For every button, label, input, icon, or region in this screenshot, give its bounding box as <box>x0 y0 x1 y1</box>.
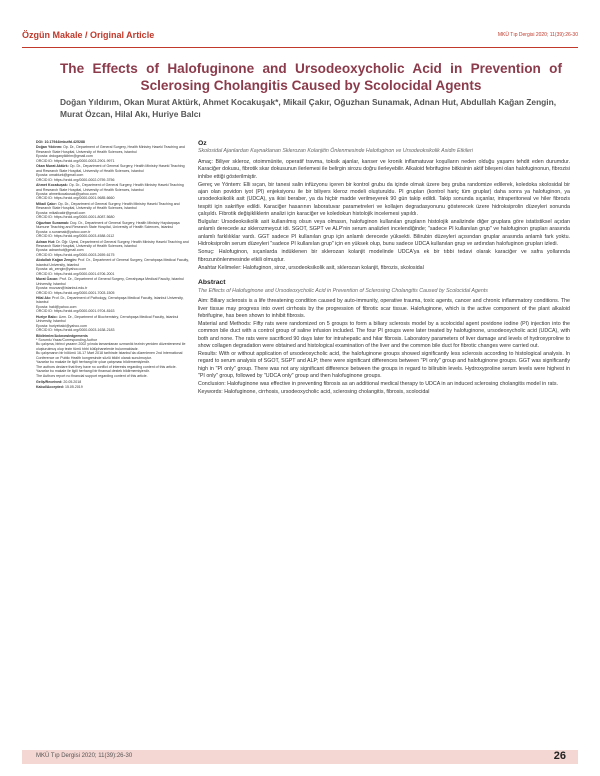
affiliation-line: Prof. Dr., Department of Pathology, Cerrahpaşa Medical Faculty, Istanbul University, Istanbul <box>36 295 184 305</box>
english-results: Results: With or without application of ursodeoxycholic acid, the halofuginone groups showed significantly less sclerosis according to histological analysis. In regard to serum analysis of SGOT, SGPT and ALP; there were significant differences between "PI only" group and halofuginone groups. GGT was significantly high in "PI only" group. There was not any significant difference between the groups in regard to bilirubin levels. Hydroxyproline serum levels were highest in "PI only" group, followed by "UDCA only" group and then halofuginone groups. <box>198 351 570 380</box>
acknowledgement-line: Bu çalışma, birinci yazarın 2002 yılında tamamlanan uzmanlık tezinin yeniden düzenlenmesi ile oluşturulmuş olup tezin tümü tıbbi kütüphanelerde bulunmaktadır. <box>36 342 186 351</box>
affiliation-line: Uzm. Dr., Department of Biochemistry, Cerrahpaşa Medical Faculty, Istanbul University, Istanbul <box>36 314 179 324</box>
affiliation-author-name: Okan Murat Aktürk: <box>36 164 69 169</box>
affiliation-line: Prof. Dr., Department of General Surgery, Cerrahpaşa Medical Faculty, Istanbul University, Istanbul <box>36 258 189 267</box>
doi: DOI: 10.17944/mkutfd.425288 <box>36 140 85 144</box>
author-affiliation <box>36 277 189 295</box>
affiliation-line: Eposta: ak_zengin@yahoo.com <box>36 267 87 272</box>
footer-journal-reference: MKÜ Tıp Dergisi 2020; 11(39):26-30 <box>36 753 133 759</box>
affiliation-line: Doç. Dr., Department of General Surgery, Health Ministry Haydarpaşa Numune Teaching and Research State Hospital, University of Health Sciences, Istanbul <box>36 220 180 230</box>
affiliation-line: ORCID ID: https://orcid.org/0000-0001-9704-8163 <box>36 309 115 314</box>
english-aim: Aim: Biliary sclerosis is a life threatening condition caused by auto-immunity, operative trauma, toxic agents, cancer and chronic inflammatory conditions. The liver tissue may progress into overt cirrhosis by the progression of fibrotic scar tissue. Halofuginone, which is the active component of the plant alkaloid febrifugine, has been shown to inhibit fibrosis. <box>198 298 570 320</box>
turkish-abstract-heading: Öz <box>198 140 207 147</box>
english-keywords: Keywords: Halofuginone, cirrhosis, ursodeoxycholic acid, sclerosing cholangitis, fibrosis, scolocidal <box>198 389 430 396</box>
author-affiliation <box>36 164 189 182</box>
affiliation-line: ORCID ID: https://orcid.org/0000-0003-1638-2183 <box>36 328 115 333</box>
affiliation-line: Eposta: huriyebalci@yahoo.com <box>36 323 87 328</box>
acknowledgement-line: The authors declare that they have no conflict of interests regarding content of this article. <box>36 364 177 369</box>
affiliation-line: ORCID ID: https://orcid.org/0000-0001-8087-5680 <box>36 215 115 220</box>
author-info-column <box>36 140 189 718</box>
affiliation-line: ORCID ID: https://orcid.org/0000-0001-7003-1505 <box>36 290 115 295</box>
affiliation-line: Eposta: drdoganyildirim@gmail.com <box>36 154 93 159</box>
affiliation-line: Eposta: o.sunamak@yahoo.com.tr <box>36 229 91 234</box>
author-affiliation <box>36 258 189 276</box>
affiliation-author-name: Huriye Balcı: <box>36 314 58 319</box>
affiliation-author-name: Doğan Yıldırım: <box>36 145 63 150</box>
turkish-methods: Gereç ve Yöntem: Elli sıçan, bir tanesi salin infüzyonu içeren bir kontrol grubu da içinde olmak üzere beş gruba randomize edilerek, koledoka skolosidal bir ajan olan povidon iyot (PI) enjeksiyonu ile bir biliyers kleroz modeli oluşturuldu. PI grupları (kontrol hariç tüm gruplar) daha sonra ya halofuginon, ya ursodeoksikolik asit (UDCA), ya ikisi beraber, ya da hiçbir madde verilmeyerek 90 gün takip edildi. Takip sonunda sıçanlar, intraperitoneal ve hiler fibrozis tespiti için sakrifiye edildi. Karaciğer hasarının laboratuvar parametreleri ve kollajen degradasyonunu gösterecek üzere hidroksiprolin düzeyleri sonunda çalışıldı. Fibrotik değişikliklerin analizi için karaciğer ve koledokun histolojik incelemesi yapıldı. <box>198 181 570 218</box>
author-list: Doğan Yıldırım, Okan Murat Aktürk, Ahmet Kocakuşak*, Mikail Çakır, Oğuzhan Sunamak, Adnan Hut, Abdullah Kağan Zengin, Murat Özcan, Hilal Akı, Huriye Balcı <box>60 97 557 119</box>
date-label: Kabul/Accepted: <box>36 384 64 389</box>
affiliation-line: ORCID ID: https://orcid.org/0000-0003-2901-9971 <box>36 158 115 163</box>
author-affiliation <box>36 202 189 220</box>
author-affiliation <box>36 296 189 314</box>
affiliation-line: Op. Dr., Department of General Surgery, Health Ministry Haseki Teaching and Research State Hospital, University of Health Sciences, Istanbul <box>36 145 185 154</box>
english-abstract-title: The Effects of Halofuginone and Ursodeoxycholic Acid in Prevention of Sclerosing Cholangitis Caused by Scolocidal Agents <box>198 287 488 294</box>
turkish-results: Bulgular: Ursodeoksikolik asit kullanılmış olsun veya olmasın, halofuginon kullanılan grupların histolojik analizinde diğer gruplara göre istatistiksel açıdan anlamlı derecede az sklerozmeycut idi. SGOT, SGPT ve ALP'nin serum analizleri incelendiğinde; "sadece PI kullanılan grup" ve halofuginon grupları arasında anlamlı farklılıklar vardı. GGT sadece PI kullanılan grup için anlamlı derecede yüksekti. Bilirubin düzeyleri açısından gruplar arasında anlamlı fark yoktu. Hidroksiprolin serum düzeyleri "sadece PI kullanılan grup" için en yüksek olup, bunu sadece UDCA kullanılan grup ve ardından halofuginon grupları izledi. <box>198 219 570 248</box>
section-label: Özgün Makale / Original Article <box>22 30 155 40</box>
affiliation-line: Op. Dr., Department of General Surgery, Health Ministry Haseki Teaching and Research State Hospital, University of Health Sciences, Istanbul <box>36 201 180 211</box>
author-affiliation <box>36 315 189 333</box>
affiliation-line: Eposta: hakl@yahoo.com <box>36 304 77 309</box>
turkish-keywords: Anahtar Kelimeler: Halofuginon, siroz, ursodeoksikolik asit, sklerozan kolanjit, fibrozis, skolosidal <box>198 264 424 271</box>
affiliation-line: Prof. Dr., Department of General Surgery, Cerrahpaşa Medical Faculty, Istanbul University, Istanbul <box>36 277 184 286</box>
affiliation-list <box>36 145 189 332</box>
journal-reference: MKÜ Tıp Dergisi 2020; 11(39):26-30 <box>497 32 578 38</box>
affiliation-line: Eposta: adnanhut@gmail.com <box>36 248 84 253</box>
acknowledgement-line: * Sorumlu Yazar/Corresponding Author <box>36 338 97 343</box>
abstract-column <box>198 140 570 720</box>
affiliation-line: Op. Dr., Department of General Surgery, Health Ministry Haseki Teaching and Research State Hospital, University of Health Sciences, Istanbul <box>36 164 185 173</box>
affiliation-line: ORCID ID: https://orcid.org/0000-0001-6706-2001 <box>36 271 115 276</box>
english-methods: Material and Methods: Fifty rats were randomized on 5 groups to form a biliary sclerosis model by a scolocidal agent povidone iodine (PI) injection into the common bile duct with a control group of saline infusion included. The four PI groups were later treated by halofuginone, ursodeoxycholic acid (UDCA), with both and none. The rats were sacrificed 90 days later for intrahepatic and hilar fibrosis. Laboratory parameters of liver damage and levels of hydroxyproline to show collagen degradation were obtained and histological examination of the liver and the common bile duct for fibrotic changes were carried out. <box>198 320 570 350</box>
affiliation-author-name: Hilal Akı: <box>36 295 52 300</box>
affiliation-author-name: Abdullah Kağan Zengin: <box>36 258 77 263</box>
acknowledgement-line: Bu çalışmanın bir bölümü 16-17 Mart 2018 tarihinde İstanbul'da düzenlenen 2nd International Conference on Public Health kongresinde sözlü bildiri olarak sunulmuştur. <box>36 351 183 360</box>
english-conclusion: Conclusion: Halofuginone was effective in preventing fibrosis as an additional medical therapy to UDCA in an induced sclerosing cholangitis model in rats. <box>198 381 558 388</box>
affiliation-author-name: Oğuzhan Sunamak: <box>36 220 70 225</box>
author-affiliation <box>36 240 189 258</box>
turkish-aim: Amaç: Biliyer skleroz, otoimmünite, operatif travma, toksik ajanlar, kanser ve kronik inflamatuvar koşulların neden olduğu yaşamı tehdit eden durumdur. Karaciğer dokusu, fibrotik skar dokusunun ilerlemesi ile belirgin sirozu doğru ilerleyebilir. Alkaloid febrifugine bitkisinin aktif bileşeni olan halofuginonun, fibrozisi inhibe ettiği gösterilmiştir. <box>198 158 570 180</box>
author-affiliation <box>36 221 189 239</box>
acknowledgement-line: Yazarlar bu makale ile ilgili herhangi bir finansal destek bildirmemişlerdir. <box>36 369 150 374</box>
acknowledgements-list <box>36 338 189 378</box>
affiliation-line: ORCID ID: https://orcid.org/0000-0001-9685-6660 <box>36 196 115 201</box>
header-divider <box>22 47 578 48</box>
acknowledgement-line: The Authors report no financial support regarding content of this article. <box>36 373 148 378</box>
affiliation-author-name: Ahmet Kocakuşak: <box>36 183 68 188</box>
page-footer <box>22 750 578 764</box>
article-dates <box>36 380 189 389</box>
affiliation-line: ORCID ID: https://orcid.org/0000-0002-0759-3756 <box>36 177 115 182</box>
affiliation-line: Eposta: omakturk@gmail.com <box>36 173 84 178</box>
date-value: 20.05.2018 <box>63 380 82 385</box>
author-affiliation <box>36 145 189 163</box>
affiliation-line: Dr. Öğr. Üyesi, Department of General Surgery, Health Ministry Haseki Teaching and Research State Hospital, University of Health Sciences, Istanbul <box>36 239 189 248</box>
page-number: 26 <box>553 750 566 762</box>
affiliation-line: ORCID ID: https://orcid.org/0000-0003-4588-0112 <box>36 234 115 239</box>
date-value: 15.05.2019 <box>65 384 83 389</box>
acknowledgements-heading: Bildirimler/Acknowledgements <box>36 333 88 338</box>
affiliation-line: Eposta: mikailcakir@gmail.com <box>36 210 86 215</box>
affiliation-line: Op. Dr., Department of General Surgery, Health Ministry Haseki Teaching and Research State Hospital, University of Health Sciences, Istanbul <box>36 183 184 192</box>
affiliation-author-name: Murat Özcan: <box>36 277 59 282</box>
affiliation-line: Eposta: mozcan@istanbul.edu.tr <box>36 286 88 291</box>
affiliation-author-name: Mikail Çakır: <box>36 201 57 206</box>
date-row <box>36 385 189 389</box>
date-label: Geliş/Received: <box>36 380 63 385</box>
turkish-conclusion: Sonuç: Halofuginon, sıçanlarda indüklenen bir sklerozan kolanjit modelinde UDCA'ya ek bir tıbbi tedavi olarak karaciğer ve safra yollarında fibrozunönlenmesinde etkili olmuştur. <box>198 249 570 263</box>
english-abstract-heading: Abstract <box>198 279 226 287</box>
acknowledgement-line: Yazarlar bu makale ile ilgili herhangi bir çıkar çatışması bildirmemişlerdir. <box>36 360 150 365</box>
affiliation-line: ORCID ID: https://orcid.org/0000-0003-2659-6175 <box>36 252 115 257</box>
article-title: The Effects of Halofuginone and Ursodeoxycholic Acid in Prevention of Sclerosing Cholangitis Caused by Scolocidal Agents <box>60 61 562 93</box>
page-header <box>22 30 578 46</box>
affiliation-author-name: Adnan Hut: <box>36 239 56 244</box>
affiliation-line: Eposta: ahmetkocakusak@yahoo.com <box>36 191 97 196</box>
turkish-abstract-title: Skolosidal Ajanlardan Kaynaklanan Sklerozan Kolanjitin Önlenmesinde Halofuginon ve Ursodeoksikolik Asidin Etkileri <box>198 148 473 155</box>
author-affiliation <box>36 183 189 201</box>
